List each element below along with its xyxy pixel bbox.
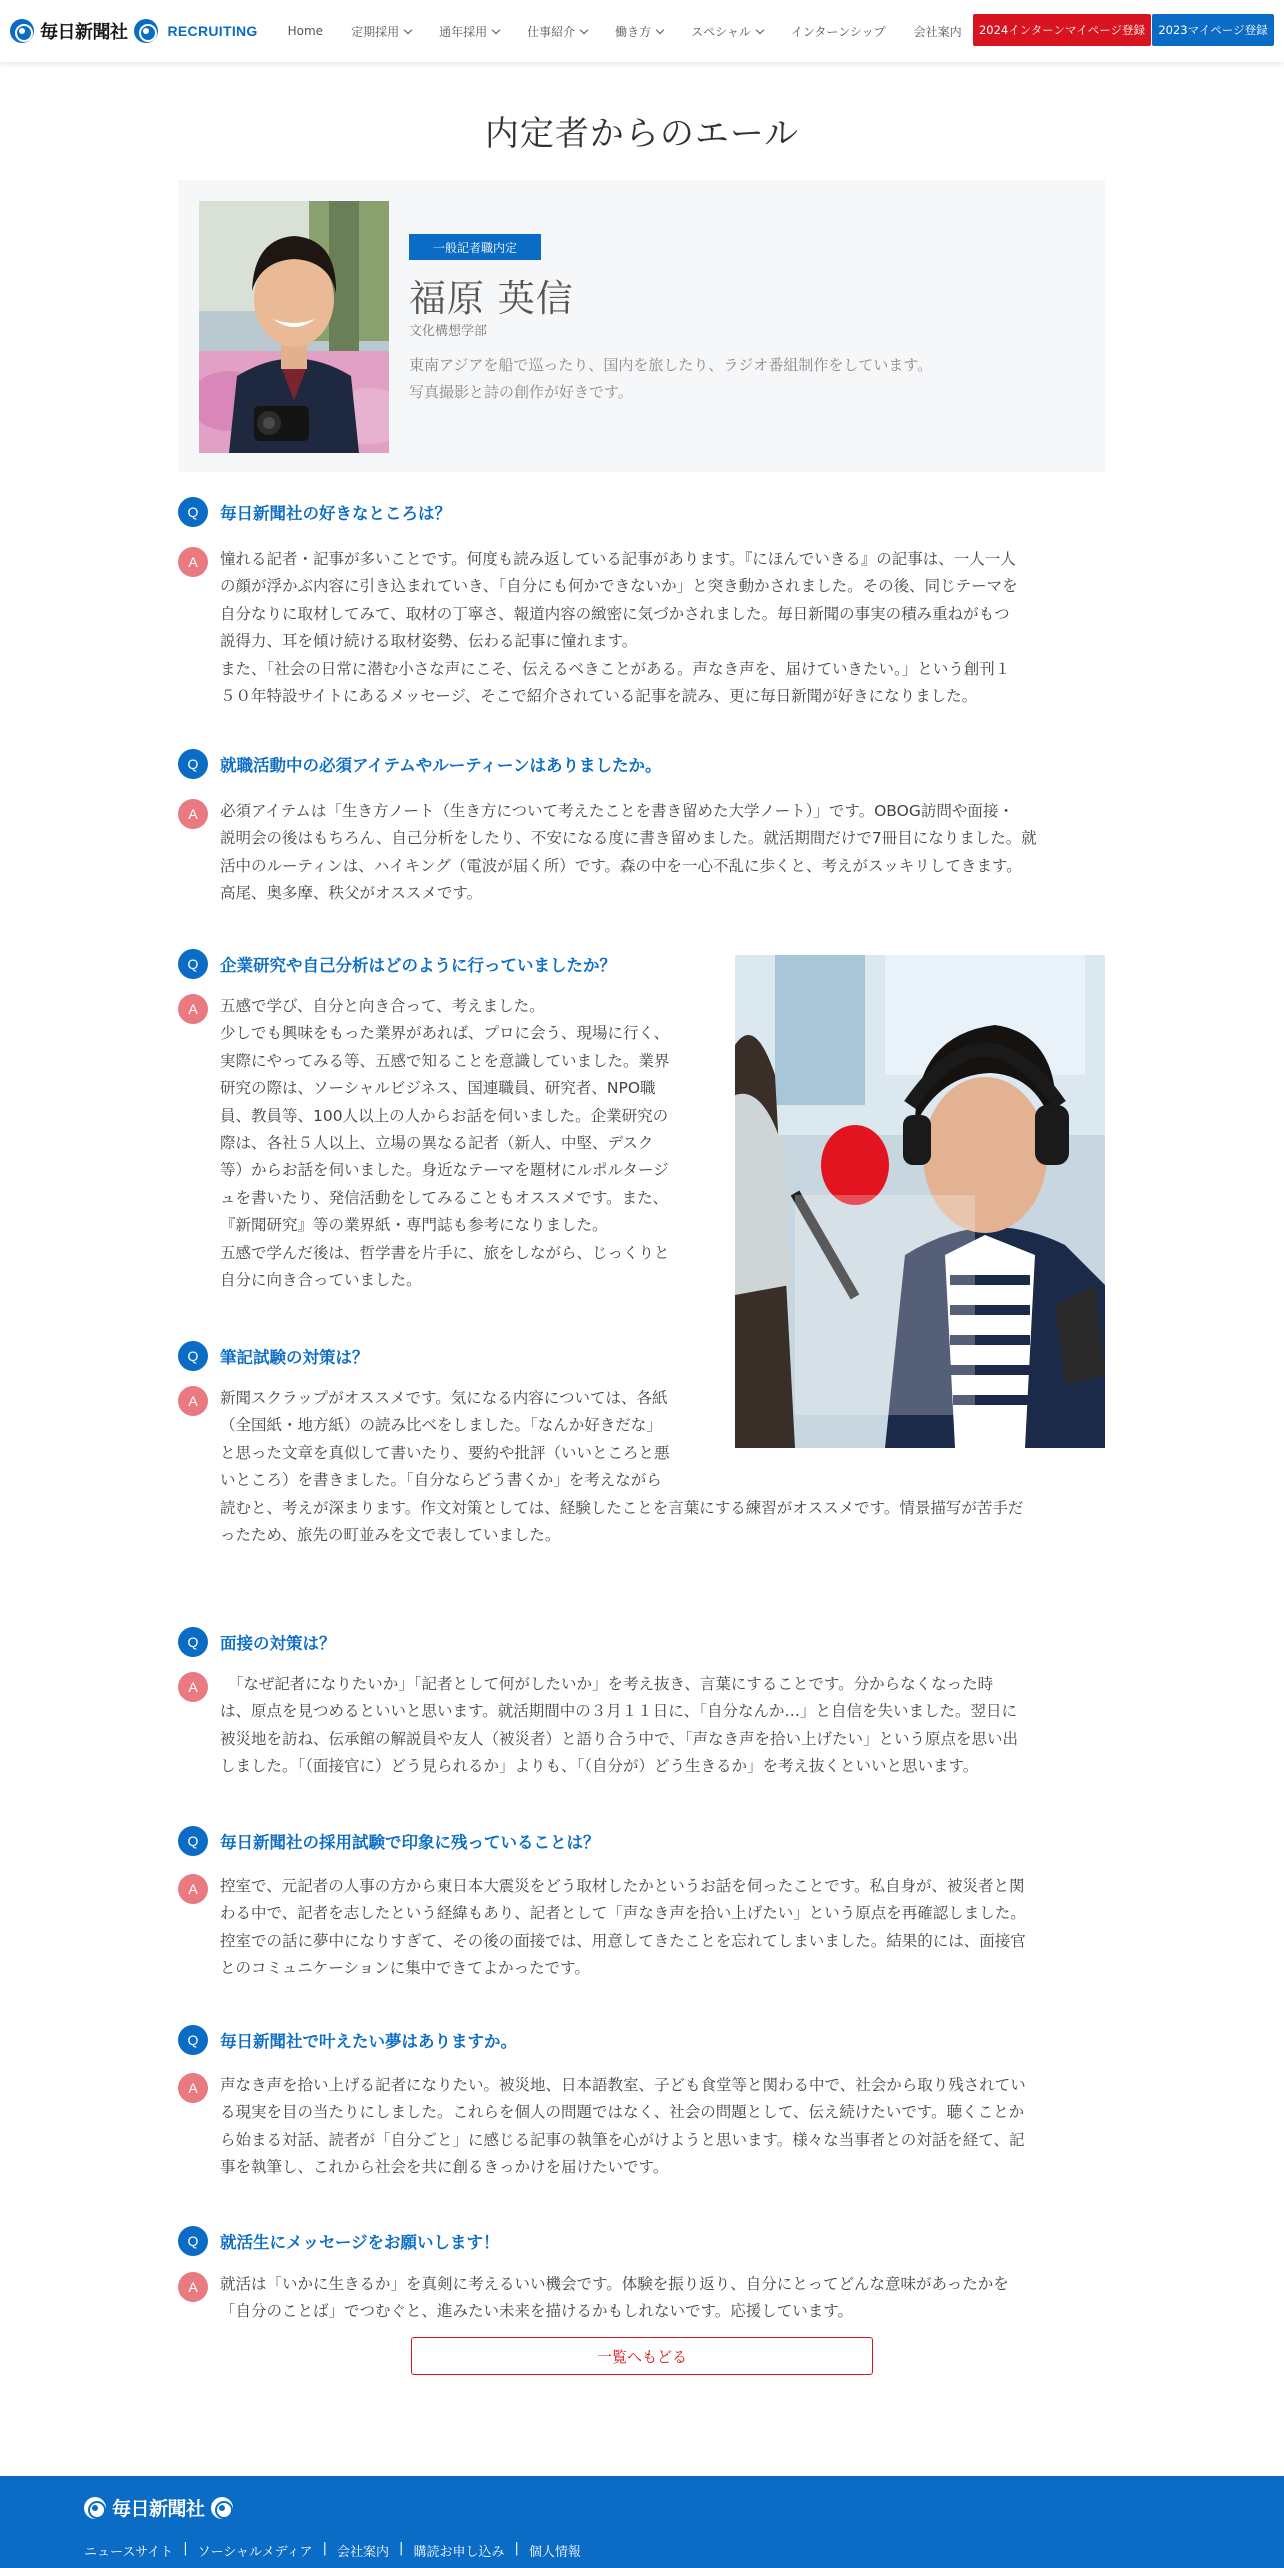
- recruiting-label: RECRUITING: [167, 23, 258, 39]
- footer-logo[interactable]: [84, 2494, 233, 2521]
- answer-mark-icon: A: [178, 547, 208, 577]
- answer-text: [220, 2072, 1026, 2182]
- footer-link[interactable]: 個人情報: [528, 2545, 581, 2560]
- answer-line: 五感で学んだ後は、哲学書を片手に、旅をしながら、じっくりと: [220, 1243, 670, 1262]
- nav-jobs[interactable]: 仕事紹介: [513, 23, 601, 40]
- answer-mark-icon: A: [178, 1672, 208, 1702]
- answer-line: （全国紙・地方紙）の読み比べをしました。「なんか好きだな」: [220, 1416, 662, 1435]
- answer-line: は、原点を見つめるといいと思います。就活期間中の３月１１日に、「自分なんか…」と自信を失いました。翌日に: [220, 1702, 1018, 1721]
- chevron-down-icon: [580, 25, 588, 33]
- page-title: 内定者からのエール: [484, 114, 800, 154]
- nav-year-round-recruitment[interactable]: 通年採用: [425, 23, 513, 40]
- profile-name: 福原 英信: [409, 277, 574, 320]
- main-nav: [274, 23, 976, 40]
- mainichi-emblem-icon: [10, 19, 34, 43]
- question-mark-icon: Q: [178, 2025, 208, 2055]
- answer-line: 新聞スクラップがオススメです。気になる内容については、各紙: [220, 1389, 668, 1407]
- question-text: 就職活動中の必須アイテムやルーティーンはありましたか。: [220, 756, 662, 775]
- answer-text: [220, 2271, 1009, 2326]
- answer-line: 実際にやってみる等、五感で知ることを意識していました。業界: [220, 1051, 670, 1070]
- qa-block: [178, 2226, 1105, 2321]
- answer-line: とのコミュニケーションに集中できてよかったです。: [220, 1959, 590, 1978]
- question-text: 就活生にメッセージをお願いします！: [220, 2233, 500, 2252]
- answer-line: 活中のルーティンは、ハイキング（電波が届く所）です。森の中を一心不乱に歩くと、考えがスッキリしてきます。: [220, 856, 1022, 875]
- qa-block: [178, 497, 1105, 706]
- answer-text: [220, 1873, 1026, 1983]
- answer-line: 自分に向き合っていました。: [220, 1271, 422, 1290]
- footer-link[interactable]: ニュースサイト: [84, 2545, 174, 2560]
- answer-line: 五感で学び、自分と向き合って、考えました。: [220, 997, 545, 1015]
- interview-photo: [735, 955, 1105, 1448]
- answer-line: 少しでも興味をもった業界があれば、プロに会う、現場に行く、: [220, 1024, 670, 1043]
- answer-text: [220, 1671, 1018, 1781]
- chevron-down-icon: [404, 25, 412, 33]
- answer-line: 員、教員等、100人以上の人からお話を伺いました。企業研究の: [220, 1106, 669, 1125]
- question-mark-icon: Q: [178, 1341, 208, 1371]
- qa-block: [178, 2025, 1105, 2177]
- site-header: [0, 0, 1284, 62]
- answer-line: 控室で、元記者の人事の方から東日本大震災をどう取材したかというお話を伺ったことです。私自身が、被災者と関: [220, 1877, 1025, 1895]
- question-mark-icon: Q: [178, 949, 208, 979]
- radio-studio-photo-image: [735, 955, 1105, 1448]
- answer-mark-icon: A: [178, 799, 208, 829]
- question-row: [178, 749, 1105, 779]
- question-row: [178, 1826, 1105, 1856]
- answer-line: 際は、各社５人以上、立場の異なる記者（新人、中堅、デスク: [220, 1134, 654, 1153]
- question-mark-icon: Q: [178, 497, 208, 527]
- role-badge: 一般記者職内定: [409, 234, 541, 260]
- answer-line: ら始まる対話、読者が「自分ごと」に感じる記事の執筆を心がけようと思います。様々な当事者との対話を経て、記: [220, 2130, 1025, 2149]
- answer-line: 控室での話に夢中になりすぎて、その後の面接では、用意してきたことを忘れてしまいました。結果的には、面接官: [220, 1931, 1026, 1950]
- answer-line: わる中で、記者を志したという経緯もあり、記者として「声なき声を拾い上げたい」という原点を再確認しました。: [220, 1904, 1026, 1923]
- answer-line: 『新聞研究』等の業界紙・専門誌も参考になりました。: [220, 1216, 608, 1235]
- answer-line: と思った文章を真似して書いたり、要約や批評（いいところと悪: [220, 1443, 670, 1462]
- answer-text: [220, 546, 1018, 710]
- question-text: 毎日新聞社の好きなところは？: [220, 504, 451, 523]
- chevron-down-icon: [656, 25, 664, 33]
- answer-line: ュを書いたり、発信活動をしてみることもオススメです。また、: [220, 1188, 669, 1207]
- answer-text: [220, 798, 1037, 908]
- question-mark-icon: Q: [178, 749, 208, 779]
- answer-line: 声なき声を拾い上げる記者になりたい。被災地、日本語教室、子ども食堂等と関わる中で、社会から取り残されてい: [220, 2076, 1026, 2094]
- question-text: 毎日新聞社の採用試験で印象に残っていることは？: [220, 1833, 600, 1852]
- footer-links: [84, 2541, 581, 2560]
- profile-photo: [199, 201, 389, 453]
- footer-separator: |: [399, 2541, 404, 2556]
- answer-line: また、「社会の日常に潜む小さな声にこそ、伝えるべきことがある。声なき声を、届けていきたい。」という創刊１: [220, 659, 1011, 678]
- answer-line: る現実を目の当たりにしました。これらを個人の問題ではなく、社会の問題として、伝え続けたいです。聴くことか: [220, 2103, 1025, 2122]
- nav-internship[interactable]: インターンシップ: [790, 24, 886, 39]
- footer-link[interactable]: 購読お申し込み: [413, 2545, 505, 2560]
- chevron-down-icon: [756, 25, 764, 33]
- profile-bio: 東南アジアを船で巡ったり、国内を旅したり、ラジオ番組制作をしています。 写真撮影と詩の創作が好きです。: [409, 356, 933, 401]
- chevron-down-icon: [492, 25, 500, 33]
- answer-mark-icon: A: [178, 1874, 208, 1904]
- footer-link[interactable]: 会社案内: [337, 2545, 390, 2560]
- question-text: 毎日新聞社で叶えたい夢はありますか。: [220, 2032, 517, 2051]
- question-row: [178, 2226, 1105, 2256]
- qa-block: [178, 749, 1105, 903]
- footer-link[interactable]: ソーシャルメディア: [197, 2545, 313, 2560]
- mypage-register-button[interactable]: 2023マイページ登録: [1152, 14, 1274, 46]
- mainichi-emblem-icon: [84, 2497, 106, 2519]
- mainichi-emblem-icon: [134, 19, 158, 43]
- footer-separator: |: [322, 2541, 328, 2556]
- qa-block: [178, 1826, 1105, 1978]
- question-text: 企業研究や自己分析はどのように行っていましたか？: [220, 956, 616, 975]
- answer-line: 読むと、考えが深まります。作文対策としては、経験したことを言葉にする練習がオススメです。情景描写が苦手だ: [220, 1498, 1024, 1517]
- answer-mark-icon: A: [178, 1386, 208, 1416]
- footer-logo-text: 毎日新聞社: [112, 2498, 205, 2520]
- answer-mark-icon: A: [178, 2073, 208, 2103]
- nav-company[interactable]: 会社案内: [913, 24, 962, 39]
- qa-block: [178, 949, 678, 1290]
- answer-line: いところ）を書きました。「自分ならどう書くか」を考えながら: [220, 1471, 662, 1490]
- site-logo[interactable]: [10, 18, 258, 44]
- question-row: [178, 2025, 1105, 2055]
- answer-line: 等）からお話を伺いました。身近なテーマを題材にルポルタージ: [220, 1161, 669, 1180]
- answer-line: 被災地を訪ね、伝承館の解説員や友人（被災者）と語り合う中で、「声なき声を拾い上げたい」という原点を思い出: [220, 1729, 1018, 1748]
- question-row: [178, 949, 678, 979]
- mainichi-emblem-icon: [211, 2497, 233, 2519]
- answer-line: 必須アイテムは「生き方ノート（生き方について考えたことを書き留めた大学ノート）」です。OBOG訪問や面接・: [220, 802, 1014, 820]
- nav-special[interactable]: スペシャル: [677, 23, 777, 40]
- answer-line: 「なぜ記者になりたいか」「記者として何がしたいか」を考え抜き、言葉にすることです。分からなくなった時: [220, 1675, 994, 1693]
- site-footer: [0, 2476, 1284, 2568]
- profile-faculty: 文化構想学部: [409, 324, 488, 339]
- question-text: 筆記試験の対策は？: [220, 1348, 369, 1367]
- answer-line: ったため、旅先の町並みを文で表していました。: [220, 1526, 561, 1545]
- answer-mark-icon: A: [178, 2272, 208, 2302]
- logo-text: 毎日新聞社: [40, 22, 128, 43]
- answer-mark-icon: A: [178, 994, 208, 1024]
- profile-card: [178, 180, 1105, 472]
- nav-regular-recruitment[interactable]: 定期採用: [337, 23, 425, 40]
- answer-line: 事を執筆し、これから社会を共に創るきっかけを届けたいです。: [220, 2158, 669, 2177]
- back-to-list-button[interactable]: 一覧へもどる: [411, 2337, 873, 2375]
- answer-line: の顔が浮かぶ内容に引き込まれていき、「自分にも何かできないか」と突き動かされました。その後、同じテーマを: [220, 577, 1018, 596]
- answer-line: 「自分のことば」でつむぐと、進みたい未来を描けるかもしれないです。応援しています。: [220, 2302, 854, 2321]
- answer-line: しました。「（面接官に）どう見られるか」よりも、「（自分が）どう生きるか」を考え抜くといいと思います。: [220, 1757, 979, 1776]
- answer-line: 高尾、奥多摩、秩父がオススメです。: [220, 884, 483, 903]
- qa-block: [178, 1627, 1105, 1776]
- question-text: 面接の対策は？: [220, 1634, 336, 1653]
- answer-line: 説得力、耳を傾け続ける取材姿勢、伝わる記事に憧れます。: [220, 632, 638, 651]
- footer-separator: |: [514, 2541, 519, 2556]
- answer-line: 就活は「いかに生きるか」を真剣に考えるいい機会です。体験を振り返り、自分にとってどんな意味があったかを: [220, 2275, 1009, 2293]
- answer-text: [220, 993, 670, 1294]
- question-row: [178, 497, 1105, 527]
- answer-line: 自分なりに取材してみて、取材の丁寧さ、報道内容の緻密に気づかされました。毎日新聞の事実の積み重ねがもつ: [220, 604, 1010, 623]
- nav-home[interactable]: Home: [287, 24, 324, 38]
- footer-separator: |: [183, 2541, 188, 2556]
- profile-photo-image: [199, 201, 389, 453]
- answer-line: 研究の際は、ソーシャルビジネス、国連職員、研究者、NPO職: [220, 1079, 656, 1098]
- intern-mypage-register-button[interactable]: 2024インターンマイページ登録: [973, 14, 1151, 46]
- question-mark-icon: Q: [178, 1826, 208, 1856]
- answer-line: 説明会の後はもちろん、自己分析をしたり、不安になる度に書き留めました。就活期間だけで7冊目になりました。就: [220, 829, 1037, 848]
- answer-line: 憧れる記者・記事が多いことです。何度も読み返している記事があります。『にほんでいきる』の記事は、一人一人: [220, 550, 1016, 568]
- nav-work-style[interactable]: 働き方: [601, 23, 677, 40]
- question-mark-icon: Q: [178, 2226, 208, 2256]
- question-mark-icon: Q: [178, 1627, 208, 1657]
- answer-line: ５０年特設サイトにあるメッセージ、そこで紹介されている記事を読み、更に毎日新聞が好きになりました。: [220, 687, 978, 706]
- question-row: [178, 1627, 1105, 1657]
